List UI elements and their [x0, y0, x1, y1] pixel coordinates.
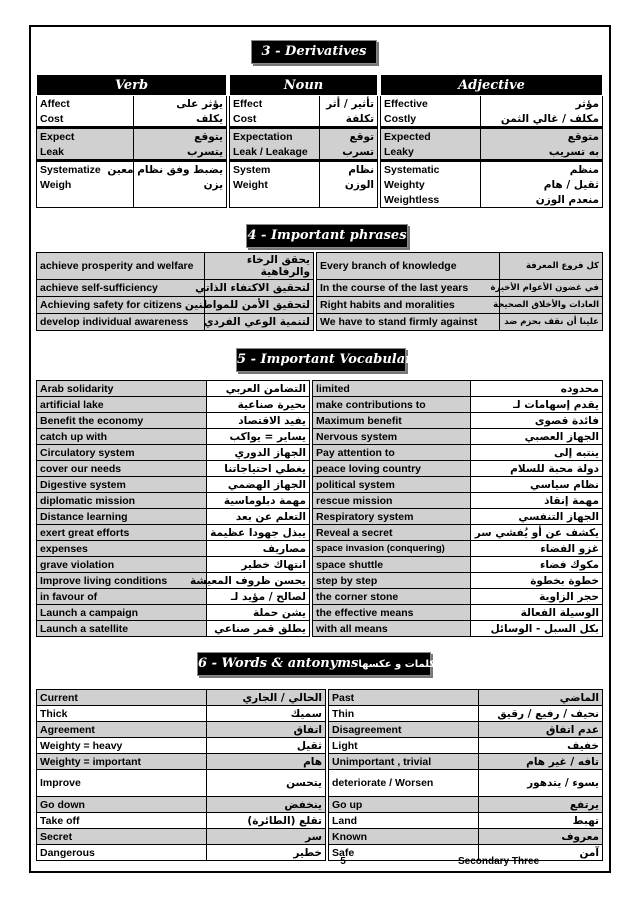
derivatives-row: [37, 192, 603, 208]
vocabulary-row: [37, 477, 603, 493]
vocab-en: Launch a satellite: [37, 621, 207, 637]
verb-en: Leak: [37, 144, 134, 161]
vocab-en: Pay attention to: [313, 445, 471, 461]
vocab-en: Distance learning: [37, 509, 207, 525]
antonym-ar: خفيف: [479, 738, 603, 754]
vocab-ar: يساير = يواكب: [207, 429, 310, 445]
verb-en: Systematize: [37, 161, 134, 178]
vocab-ar: الوسيلة الفعالة: [471, 605, 603, 621]
antonym-ar: معروف: [479, 829, 603, 845]
vocab-en: with all means: [313, 621, 471, 637]
antonym-en: deteriorate / Worsen: [329, 770, 479, 797]
verb-ar: يزن: [134, 177, 227, 192]
word-en: Current: [37, 690, 207, 706]
header-noun: Noun: [230, 75, 378, 96]
adjective-en: Effective: [381, 96, 481, 112]
verb-ar: يكلف: [134, 111, 227, 128]
word-ar: سر: [207, 829, 326, 845]
antonym-ar: يرتفع: [479, 797, 603, 813]
derivatives-row: [37, 128, 603, 145]
vocabulary-row: [37, 621, 603, 637]
vocab-en: Digestive system: [37, 477, 207, 493]
antonym-row: [37, 829, 603, 845]
vocab-en: limited: [313, 381, 471, 397]
vocab-en: cover our needs: [37, 461, 207, 477]
word-en: Dangerous: [37, 845, 207, 861]
antonym-en: Land: [329, 813, 479, 829]
verb-en: Weigh: [37, 177, 134, 192]
phrases-table: [36, 252, 603, 331]
phrase-en: achieve prosperity and welfare: [37, 253, 205, 280]
antonyms-title-en: 6 - Words & antonyms: [198, 656, 359, 671]
page-number: 5: [340, 856, 346, 867]
phrase-ar: علينا أن نقف بحزم ضد: [500, 314, 603, 331]
section-title-derivatives: 3 - Derivatives: [251, 40, 377, 64]
vocab-ar: الجهاز الهضمي: [207, 477, 310, 493]
vocab-en: Reveal a secret: [313, 525, 471, 541]
word-ar: هام: [207, 754, 326, 770]
vocab-ar: مكوك فضاء: [471, 557, 603, 573]
vocab-ar: بكل السبل - الوسائل: [471, 621, 603, 637]
vocab-en: Arab solidarity: [37, 381, 207, 397]
vocabulary-row: [37, 541, 603, 557]
vocab-en: catch up with: [37, 429, 207, 445]
phrase-ar: لتنمية الوعي الفردي: [205, 314, 314, 331]
section-title-vocabulary: 5 - Important Vocabulary: [236, 348, 406, 372]
vocabulary-row: [37, 445, 603, 461]
vocab-ar: فائدة قصوى: [471, 413, 603, 429]
derivatives-table: [36, 74, 603, 208]
vocab-ar: مصاريف: [207, 541, 310, 557]
phrase-en: develop individual awareness: [37, 314, 205, 331]
derivatives-row: [37, 111, 603, 128]
antonym-ar: تافه / غير هام: [479, 754, 603, 770]
vocab-ar: الجهاز العصبي: [471, 429, 603, 445]
adjective-en: Expected: [381, 128, 481, 145]
antonym-row: [37, 813, 603, 829]
noun-en: Leak / Leakage: [230, 144, 320, 161]
vocab-en: step by step: [313, 573, 471, 589]
word-ar: الحالي / الجاري: [207, 690, 326, 706]
phrase-ar: يحقق الرخاء والرفاهية: [205, 253, 314, 280]
footer-label: Secondary Three: [458, 856, 540, 867]
antonyms-table: [36, 689, 603, 861]
phrase-row: [37, 280, 603, 297]
header-verb: Verb: [37, 75, 227, 96]
antonym-row: [37, 797, 603, 813]
phrase-en: Achieving safety for citizens: [37, 297, 205, 314]
noun-en: Effect: [230, 96, 320, 112]
word-ar: سميك: [207, 706, 326, 722]
verb-ar: يتوقع: [134, 128, 227, 145]
noun-en: Cost: [230, 111, 320, 128]
phrase-en: We have to stand firmly against: [317, 314, 500, 331]
phrase-row: [37, 297, 603, 314]
vocab-ar: يشن حملة: [207, 605, 310, 621]
vocab-en: political system: [313, 477, 471, 493]
vocab-en: Nervous system: [313, 429, 471, 445]
word-en: Thick: [37, 706, 207, 722]
word-ar: تقلع (الطائرة): [207, 813, 326, 829]
antonyms-title-ar: كلمات و عكسها: [358, 659, 436, 670]
vocabulary-row: [37, 493, 603, 509]
phrase-ar: العادات والأخلاق الصحيحة: [500, 297, 603, 314]
vocab-ar: التعلم عن بعد: [207, 509, 310, 525]
vocab-ar: التضامن العربي: [207, 381, 310, 397]
vocab-ar: دولة محبة للسلام: [471, 461, 603, 477]
antonym-row: [37, 754, 603, 770]
vocabulary-row: [37, 525, 603, 541]
vocab-en: in favour of: [37, 589, 207, 605]
adjective-ar: متوقع: [481, 128, 603, 145]
word-en: Go down: [37, 797, 207, 813]
verb-en: Expect: [37, 128, 134, 145]
antonym-row: [37, 722, 603, 738]
vocabulary-row: [37, 381, 603, 397]
vocab-ar: ينتبه إلى: [471, 445, 603, 461]
noun-en: System: [230, 161, 320, 178]
word-ar: ثقيل: [207, 738, 326, 754]
derivatives-row: [37, 96, 603, 112]
vocab-ar: حجر الزاوية: [471, 589, 603, 605]
phrase-en: achieve self-sufficiency: [37, 280, 205, 297]
antonym-en: Safe: [329, 845, 479, 861]
phrase-en: In the course of the last years: [317, 280, 500, 297]
antonym-en: Disagreement: [329, 722, 479, 738]
adjective-ar: منعدم الوزن: [481, 192, 603, 208]
vocab-ar: يطلق قمر صناعي: [207, 621, 310, 637]
noun-ar: تكلفة: [320, 111, 378, 128]
header-adjective: Adjective: [381, 75, 603, 96]
vocab-ar: الجهاز الدوري: [207, 445, 310, 461]
vocab-en: artificial lake: [37, 397, 207, 413]
word-ar: خطير: [207, 845, 326, 861]
vocab-en: the corner stone: [313, 589, 471, 605]
adjective-ar: منظم: [481, 161, 603, 178]
vocab-en: Circulatory system: [37, 445, 207, 461]
adjective-ar: مكلف / غالي الثمن: [481, 111, 603, 128]
word-ar: اتفاق: [207, 722, 326, 738]
vocab-en: peace loving country: [313, 461, 471, 477]
vocab-en: Respiratory system: [313, 509, 471, 525]
derivatives-row: [37, 161, 603, 178]
phrase-ar: كل فروع المعرفة: [500, 253, 603, 280]
vocabulary-row: [37, 461, 603, 477]
word-en: Take off: [37, 813, 207, 829]
vocab-ar: يبذل جهودا عظيمة: [207, 525, 310, 541]
vocab-en: space invasion (conquering): [313, 541, 471, 557]
verb-ar: يتسرب: [134, 144, 227, 161]
antonym-ar: آمن: [479, 845, 603, 861]
antonym-ar: الماضي: [479, 690, 603, 706]
vocab-en: Improve living conditions: [37, 573, 207, 589]
antonym-row: [37, 770, 603, 797]
vocab-en: the effective means: [313, 605, 471, 621]
verb-en: Affect: [37, 96, 134, 112]
antonym-en: Thin: [329, 706, 479, 722]
antonym-en: Go up: [329, 797, 479, 813]
noun-ar: توقع: [320, 128, 378, 145]
vocab-en: make contributions to: [313, 397, 471, 413]
antonym-en: Known: [329, 829, 479, 845]
phrase-en: Right habits and moralities: [317, 297, 500, 314]
noun-ar: نظام: [320, 161, 378, 178]
word-en: Weighty = important: [37, 754, 207, 770]
vocabulary-row: [37, 509, 603, 525]
vocab-en: Benefit the economy: [37, 413, 207, 429]
vocab-ar: يكشف عن أو يُفشي سر: [471, 525, 603, 541]
antonym-en: Light: [329, 738, 479, 754]
phrase-ar: لتحقيق الأمن للمواطنين: [205, 297, 314, 314]
phrase-row: [37, 253, 603, 280]
vocab-en: expenses: [37, 541, 207, 557]
vocab-ar: يحسن ظروف المعيشة: [207, 573, 310, 589]
adjective-en: Leaky: [381, 144, 481, 161]
phrase-en: Every branch of knowledge: [317, 253, 500, 280]
vocab-en: diplomatic mission: [37, 493, 207, 509]
noun-en: Weight: [230, 177, 320, 192]
derivatives-row: [37, 144, 603, 161]
vocabulary-row: [37, 413, 603, 429]
vocab-ar: الجهاز التنفسي: [471, 509, 603, 525]
antonym-row: [37, 690, 603, 706]
vocabulary-row: [37, 557, 603, 573]
adjective-ar: ثقيل / هام: [481, 177, 603, 192]
vocab-en: space shuttle: [313, 557, 471, 573]
verb-en: [37, 192, 134, 208]
section-title-phrases: 4 - Important phrases: [246, 224, 408, 248]
antonym-row: [37, 738, 603, 754]
vocab-ar: انتهاك خطير: [207, 557, 310, 573]
derivatives-header-row: [37, 75, 603, 96]
phrase-ar: لتحقيق الاكتفاء الذاتي: [205, 280, 314, 297]
verb-en: Cost: [37, 111, 134, 128]
vocab-en: Launch a campaign: [37, 605, 207, 621]
noun-en: Expectation: [230, 128, 320, 145]
vocabulary-table: [36, 380, 603, 637]
vocab-ar: خطوة بخطوة: [471, 573, 603, 589]
vocab-ar: يغطي احتياجاتنا: [207, 461, 310, 477]
phrase-ar: في غضون الأعوام الأخيرة: [500, 280, 603, 297]
antonym-ar: تهبط: [479, 813, 603, 829]
word-en: Agreement: [37, 722, 207, 738]
noun-ar: تسرب: [320, 144, 378, 161]
antonym-en: Unimportant , trivial: [329, 754, 479, 770]
vocab-en: Maximum benefit: [313, 413, 471, 429]
word-ar: ينخفض: [207, 797, 326, 813]
vocabulary-row: [37, 397, 603, 413]
word-en: Secret: [37, 829, 207, 845]
antonym-ar: عدم اتفاق: [479, 722, 603, 738]
vocab-en: grave violation: [37, 557, 207, 573]
adjective-en: Weighty: [381, 177, 481, 192]
antonym-ar: نحيف / رفيع / رقيق: [479, 706, 603, 722]
noun-ar: تأثير / أثر: [320, 96, 378, 112]
phrase-row: [37, 314, 603, 331]
vocab-ar: محدوده: [471, 381, 603, 397]
vocab-ar: غزو الفضاء: [471, 541, 603, 557]
adjective-en: Weightless: [381, 192, 481, 208]
antonym-en: Past: [329, 690, 479, 706]
vocab-ar: يقدم إسهامات لـ: [471, 397, 603, 413]
vocab-ar: مهمة دبلوماسية: [207, 493, 310, 509]
noun-en: [230, 192, 320, 208]
vocab-ar: بحيرة صناعية: [207, 397, 310, 413]
vocabulary-row: [37, 429, 603, 445]
adjective-en: Systematic: [381, 161, 481, 178]
adjective-en: Costly: [381, 111, 481, 128]
vocab-ar: نظام سياسي: [471, 477, 603, 493]
vocab-ar: مهمة إنقاذ: [471, 493, 603, 509]
derivatives-row: [37, 177, 603, 192]
antonym-ar: يسوء / يتدهور: [479, 770, 603, 797]
antonym-row: [37, 706, 603, 722]
verb-ar: [134, 192, 227, 208]
word-ar: يتحسن: [207, 770, 326, 797]
vocabulary-row: [37, 589, 603, 605]
noun-ar: [320, 192, 378, 208]
adjective-ar: مؤثر: [481, 96, 603, 112]
adjective-ar: به تسريب: [481, 144, 603, 161]
vocab-ar: لصالح / مؤيد لـ: [207, 589, 310, 605]
vocabulary-row: [37, 605, 603, 621]
vocabulary-row: [37, 573, 603, 589]
section-title-antonyms: [197, 652, 436, 676]
word-en: Improve: [37, 770, 207, 797]
verb-ar: يؤثر على: [134, 96, 227, 112]
noun-ar: الوزن: [320, 177, 378, 192]
vocab-ar: يفيد الاقتصاد: [207, 413, 310, 429]
vocab-en: exert great efforts: [37, 525, 207, 541]
vocab-en: rescue mission: [313, 493, 471, 509]
verb-ar: يضبط وفق نظام معين: [134, 161, 227, 178]
word-en: Weighty = heavy: [37, 738, 207, 754]
